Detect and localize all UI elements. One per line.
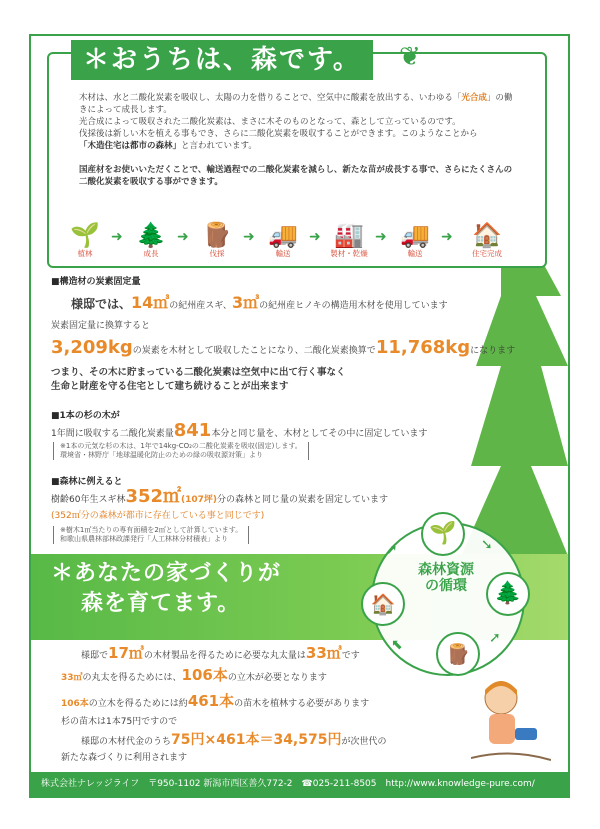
process-steps [63, 222, 533, 266]
intro-paragraph-1: 木材は、水と二酸化炭素を吸収し、太陽の力を借りることで、空気中に酸素を放出する、いわゆる「光合成」の働きによって成長します。 光合成によって吸収された二酸化炭素は、まさに木そのものとなって、森として立っているのです。 [79, 93, 513, 127]
sec3-note: ※樹木1㎡当たりの専有面積を2㎡として計算しています。 和歌山県農林部林政課発行「人工林林分材積表」より [53, 526, 249, 544]
seedling-icon: 🌱 [70, 221, 100, 249]
company-footer: 株式会社ナレッジライフ 〒950-1102 新潟市西区善久772-2 ☎025-211-8505 http://www.knowledge-pure.com/ [31, 772, 568, 796]
step-2: 🌲 成長 [129, 222, 173, 259]
arrow-icon: ➜ [375, 229, 387, 245]
step-7: 🏠 住宅完成 [459, 222, 515, 259]
step-6: 🚚 輸送 [393, 222, 437, 259]
tree-icon: 🌲 [136, 221, 166, 249]
subtitle: ＊あなたの家づくりが 森を育てます。 [51, 561, 282, 616]
tree-icon: 🌲 [486, 572, 530, 616]
sec4-line-4: 杉の苗木は1本75円ですので [61, 717, 178, 727]
section-heading-cedar: ■1本の杉の木が [51, 411, 120, 421]
factory-icon: 🏭 [334, 221, 364, 249]
truck-icon: 🚚 [400, 221, 430, 249]
step-1: 🌱 植林 [63, 222, 107, 259]
sec2-line-1: 1年間に吸収する二酸化炭素量841本分と同じ量を、木材としてその中に固定しています [51, 420, 428, 441]
sec4-line-3: 106本の立木を得るためには約461本の苗木を植林する必要があります [61, 692, 370, 710]
cycle-arrow-icon: ⬉ [391, 637, 403, 653]
section-heading-carbon: ■構造材の炭素固定量 [51, 277, 141, 287]
cycle-arrow-icon: ➚ [386, 542, 398, 558]
sprout-icon: ❦ [399, 42, 421, 72]
house-icon: 🏠 [472, 221, 502, 249]
step-5: 🏭 製材・乾燥 [327, 222, 371, 259]
intro-paragraph-2: 伐採後は新しい木を植える事もでき、さらに二酸化炭素を吸収することができます。このようなことから 「木造住宅は都市の森林」と言われています。 [79, 129, 478, 151]
cycle-label: 森林資源の循環 [418, 562, 474, 594]
sec4-line-6: 新たな森づくりに利用されます [61, 753, 188, 763]
house-icon: 🏠 [361, 582, 405, 626]
logs-icon: 🪵 [436, 632, 480, 676]
main-title: ＊おうちは、森です。 [71, 40, 373, 80]
arrow-icon: ➜ [441, 229, 453, 245]
sec1-line-1: 様邸では、14㎥の紀州産スギ、3㎥の紀州産ヒノキの構造用木材を使用しています [71, 293, 448, 312]
step-3: 🪵 伐採 [195, 222, 239, 259]
truck-icon: 🚚 [268, 221, 298, 249]
sec1-conclusion: つまり、その木に貯まっている二酸化炭素は空気中に出て行く事なく 生命と財産を守る住宅として建ち続けることが出来ます [51, 367, 346, 392]
arrow-icon: ➜ [111, 229, 123, 245]
sec1-line-2: 炭素固定量に換算すると [51, 321, 151, 331]
sec4-line-1: 様邸で17㎥の木材製品を得るために必要な丸太量は33㎥です [81, 644, 360, 662]
sec3-line-2: (352㎡分の森林が都市に存在している事と同じです) [51, 511, 265, 521]
cycle-arrow-icon: ➘ [481, 537, 493, 553]
flyer-frame [29, 34, 570, 798]
girl-watering-illustration [471, 676, 551, 766]
cycle-arrow-icon: ➚ [489, 630, 501, 646]
intro-paragraph-3: 国産材をお使いいただくことで、輸送過程での二酸化炭素を減らし、新たな苗が成長する事で、さらにたくさんの二酸化炭素を吸収する事ができます。 [79, 165, 513, 187]
arrow-icon: ➜ [177, 229, 189, 245]
seedling-icon: 🌱 [421, 512, 465, 556]
section-heading-forest: ■森林に例えると [51, 477, 123, 487]
step-4: 🚚 輸送 [261, 222, 305, 259]
sec4-line-5: 様邸の木材代金のうち75円×461本＝34,575円が次世代の [81, 732, 387, 748]
arrow-icon: ➜ [243, 229, 255, 245]
intro-sketch-box [47, 42, 547, 268]
sec1-line-3: 3,209kgの炭素を木材として吸収したことになり、二酸化炭素換算で11,768kgになります [51, 337, 516, 358]
sec3-line-1: 樹齢60年生スギ林352㎡(107坪)分の森林と同じ量の炭素を固定しています [51, 486, 389, 507]
sec2-note: ※1本の元気な杉の木は、1年で14kg-CO₂の二酸化炭素を吸収(固定)します。 環境省・林野庁「地球温暖化防止のための緑の吸収源対策」より [53, 442, 309, 460]
logs-icon: 🪵 [202, 221, 232, 249]
sec4-line-2: 33㎥の丸太を得るためには、106本の立木が必要となります [61, 666, 327, 684]
arrow-icon: ➜ [309, 229, 321, 245]
